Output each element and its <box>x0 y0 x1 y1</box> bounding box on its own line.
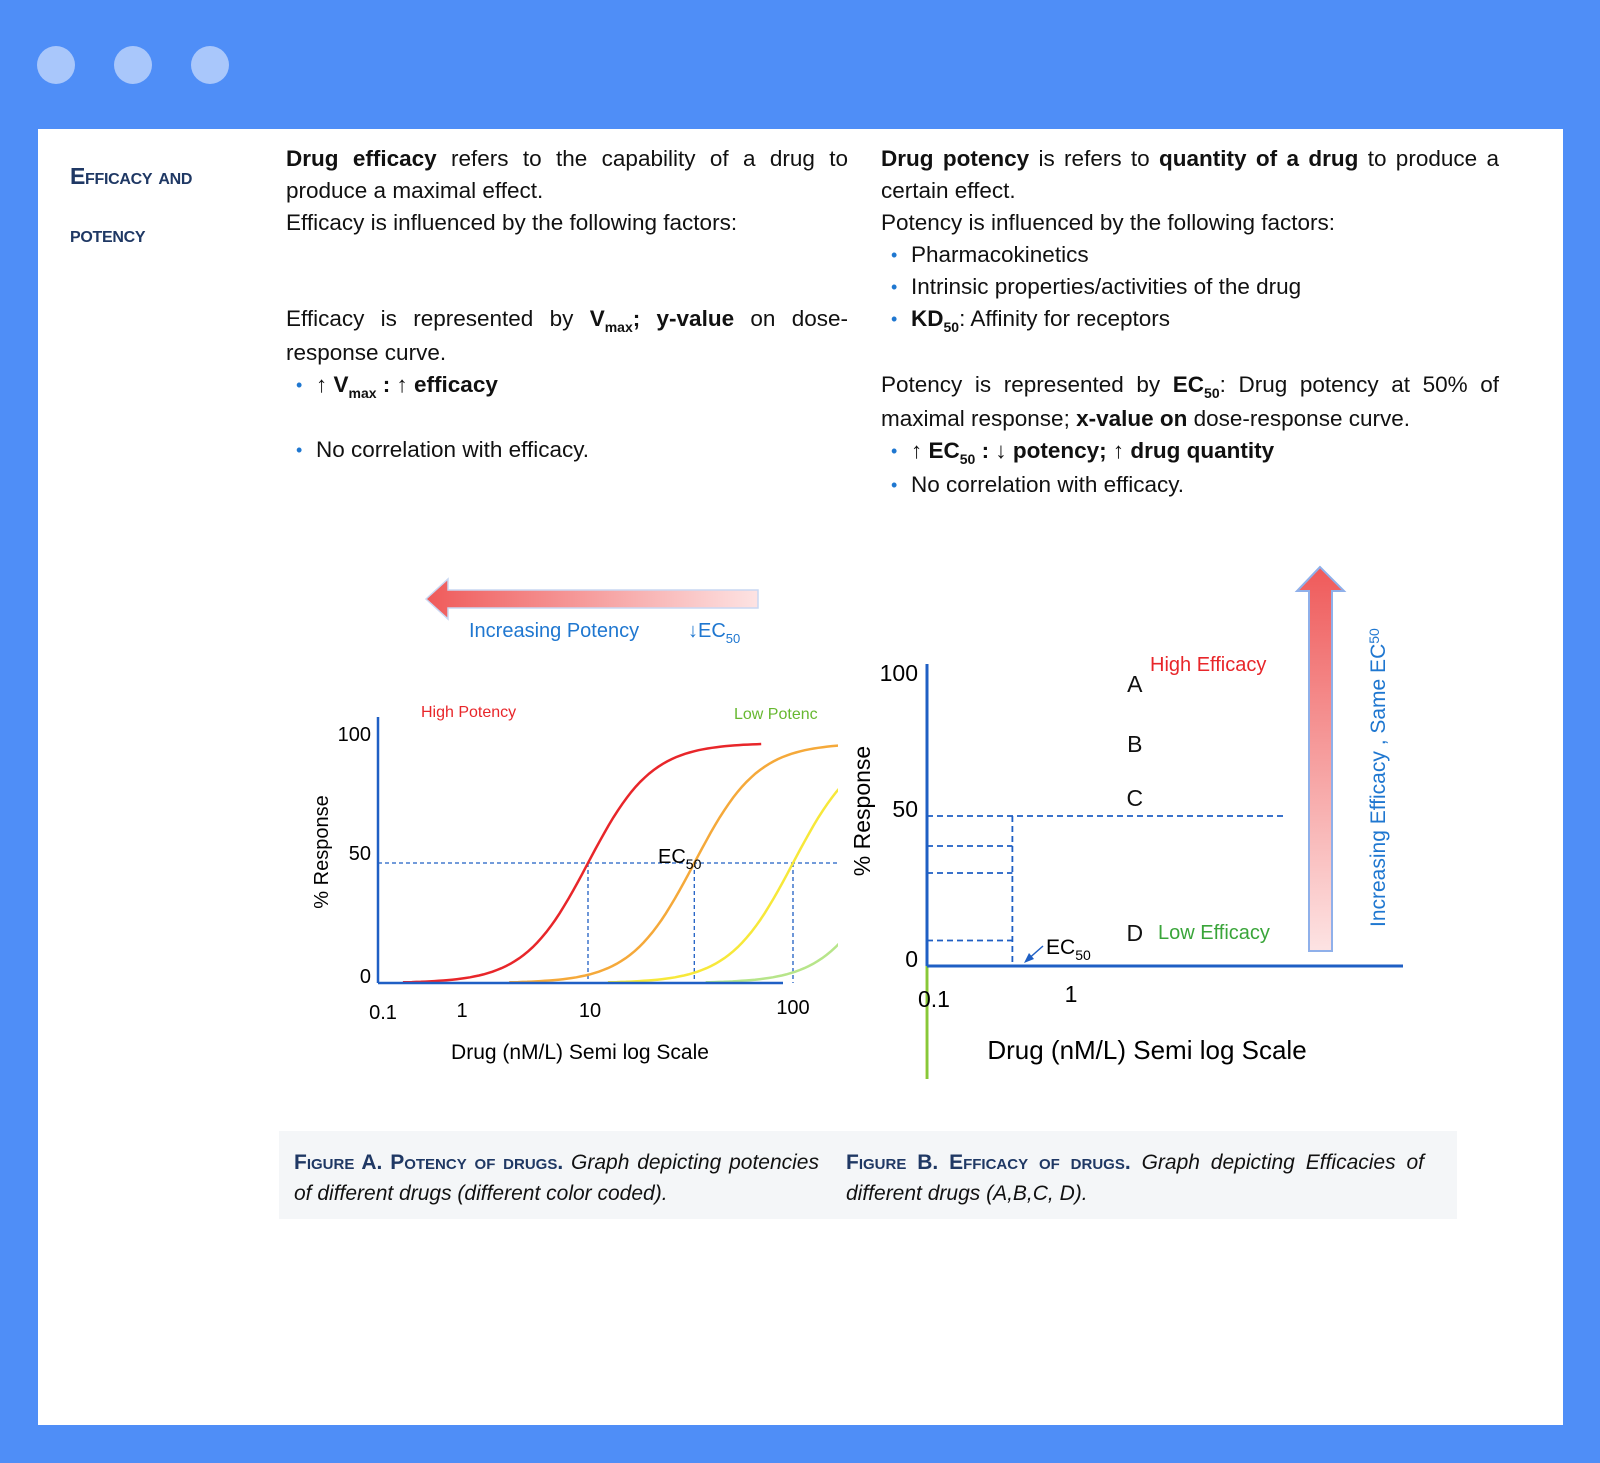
caption-a-heading: Figure A. Potency of drugs. <box>294 1151 564 1174</box>
y-tick-50: 50 <box>348 843 371 865</box>
caption-figure-a <box>294 1147 819 1209</box>
efficacy-bullet-vmax <box>286 369 848 403</box>
increasing-potency-label: Increasing Potency <box>469 620 640 642</box>
drug-quantity-term: quantity of a drug <box>1159 146 1359 171</box>
potency-bullet-pharmacokinetics: • Pharmacokinetics <box>881 239 1499 271</box>
efficacy-representation-rest: on dose-response curve. <box>286 306 849 365</box>
series-label-d: D <box>1126 920 1144 946</box>
potency-column <box>881 143 1499 501</box>
window-maximize-dot[interactable] <box>191 46 229 84</box>
caption-figure-b <box>846 1147 1424 1209</box>
semicolon: ; <box>632 306 641 331</box>
figure-b-efficacy-chart <box>838 559 1458 1079</box>
caption-a-body: Graph depicting potencies of different drugs (different color coded). <box>294 1151 819 1205</box>
low-potency-label: Low Potenc <box>734 706 818 723</box>
figure-captions <box>279 1131 1457 1219</box>
low-efficacy-label: Low Efficacy <box>1158 922 1270 944</box>
potency-definition-rest: to produce a certain effect. <box>881 146 1499 203</box>
vmax-subscript: max <box>604 319 633 335</box>
efficacy-definition <box>286 143 848 207</box>
increasing-efficacy-label: Increasing Efficacy , Same EC$^{50}$ <box>1366 628 1390 927</box>
series-label-a: A <box>1127 671 1143 697</box>
y-tick-50: 50 <box>892 796 918 822</box>
potency-representation-rest: dose-response curve. <box>1187 406 1410 431</box>
vmax-symbol: V <box>589 306 605 331</box>
high-efficacy-label: High Efficacy <box>1150 654 1267 676</box>
y-axis-label: % Response <box>311 795 333 909</box>
potency-bullet-kd50 <box>881 303 1499 337</box>
x-axis-label: Drug (nM/L) Semi log Scale <box>451 1041 709 1064</box>
y-tick-0: 0 <box>905 946 918 972</box>
potency-bullet-ec50 <box>881 435 1499 469</box>
window-minimize-dot[interactable] <box>114 46 152 84</box>
section-title-line-1: Efficacy and <box>70 163 193 189</box>
increasing-potency-arrow <box>426 579 758 619</box>
efficacy-column <box>286 143 848 466</box>
y-tick-0: 0 <box>359 966 371 988</box>
x-value-term: x-value on <box>1076 406 1188 431</box>
bullet-vmax-symbol: ↑ V <box>316 372 349 397</box>
efficacy-representation <box>286 303 848 369</box>
y-axis-label: % Response <box>849 745 875 877</box>
caption-b-body: Graph depicting Efficacies of different drugs (A,B,C, D). <box>846 1151 1424 1205</box>
potency-definition <box>881 143 1499 207</box>
series-label-c: C <box>1126 785 1144 811</box>
window-close-dot[interactable] <box>37 46 75 84</box>
ec-symbol: EC <box>1172 372 1205 397</box>
ec50-label: $EC_{50}$ <box>1046 936 1091 963</box>
document-page <box>38 129 1563 1425</box>
y-value-term: y-value <box>640 306 735 331</box>
ec50-guide-lines <box>378 863 838 983</box>
kd-subscript: 50 <box>943 319 960 335</box>
kd-description: Affinity for receptors <box>965 306 1171 331</box>
potency-term: Drug potency <box>881 146 1030 171</box>
increasing-efficacy-arrow <box>1297 567 1344 951</box>
bullet-vmax-subscript: max <box>348 385 377 401</box>
bullet-vmax-effect: : ↑ efficacy <box>376 372 498 397</box>
potency-definition-text: is refers to <box>1029 146 1160 171</box>
potency-representation-text: Potency is represented by <box>881 372 1173 397</box>
series-label-b: B <box>1127 731 1143 757</box>
x-tick-0-1: 0.1 <box>369 1002 397 1024</box>
ec-subscript: 50 <box>1204 385 1220 401</box>
efficacy-definition-text: refers to the capability of a drug to produce a maximal effect. <box>286 146 848 203</box>
efficacy-bullet-correlation: • No correlation with efficacy. <box>286 434 848 466</box>
series-labels <box>1127 671 1144 946</box>
potency-bullet-correlation: • No correlation with efficacy. <box>881 469 1499 501</box>
kd-symbol: KD <box>911 306 944 331</box>
x-tick-1: 1 <box>456 1000 468 1022</box>
x-tick-10: 10 <box>578 1000 602 1022</box>
y-tick-100: 100 <box>879 660 918 686</box>
x-tick-0-1: 0.1 <box>918 986 950 1012</box>
efficacy-factors-intro: Efficacy is influenced by the following factors: <box>286 210 738 235</box>
potency-bullet-intrinsic: • Intrinsic properties/activities of the drug <box>881 271 1499 303</box>
efficacy-representation-text: Efficacy is represented by <box>286 306 590 331</box>
high-potency-label: High Potency <box>421 704 517 721</box>
section-title-line-2: potency <box>70 221 146 247</box>
caption-b-heading: Figure B. Efficacy of drugs. <box>846 1151 1131 1174</box>
y-tick-100: 100 <box>337 724 371 746</box>
section-title <box>70 147 260 263</box>
x-tick-100: 100 <box>776 997 810 1019</box>
x-axis-label: Drug (nM/L) Semi log Scale <box>987 1035 1307 1065</box>
efficacy-term: Drug efficacy <box>286 146 437 171</box>
bullet-ec-effect: : ↓ potency; ↑ drug quantity <box>975 438 1275 463</box>
kd-colon: : <box>959 306 966 331</box>
bullet-ec-symbol: ↑ EC <box>911 438 960 463</box>
potency-factors-intro: Potency is influenced by the following factors: <box>881 210 1335 235</box>
potency-representation-mid: : Drug potency at 50% of maximal response; <box>881 372 1499 431</box>
x-tick-1: 1 <box>1064 981 1078 1007</box>
bullet-ec-subscript: 50 <box>959 451 976 467</box>
ec50-label: $EC_{50}$ <box>658 846 702 872</box>
potency-representation <box>881 369 1499 435</box>
ec50-decrease-note: $↓EC_{50}$ <box>688 620 741 646</box>
figure-a-potency-chart <box>298 569 838 1074</box>
